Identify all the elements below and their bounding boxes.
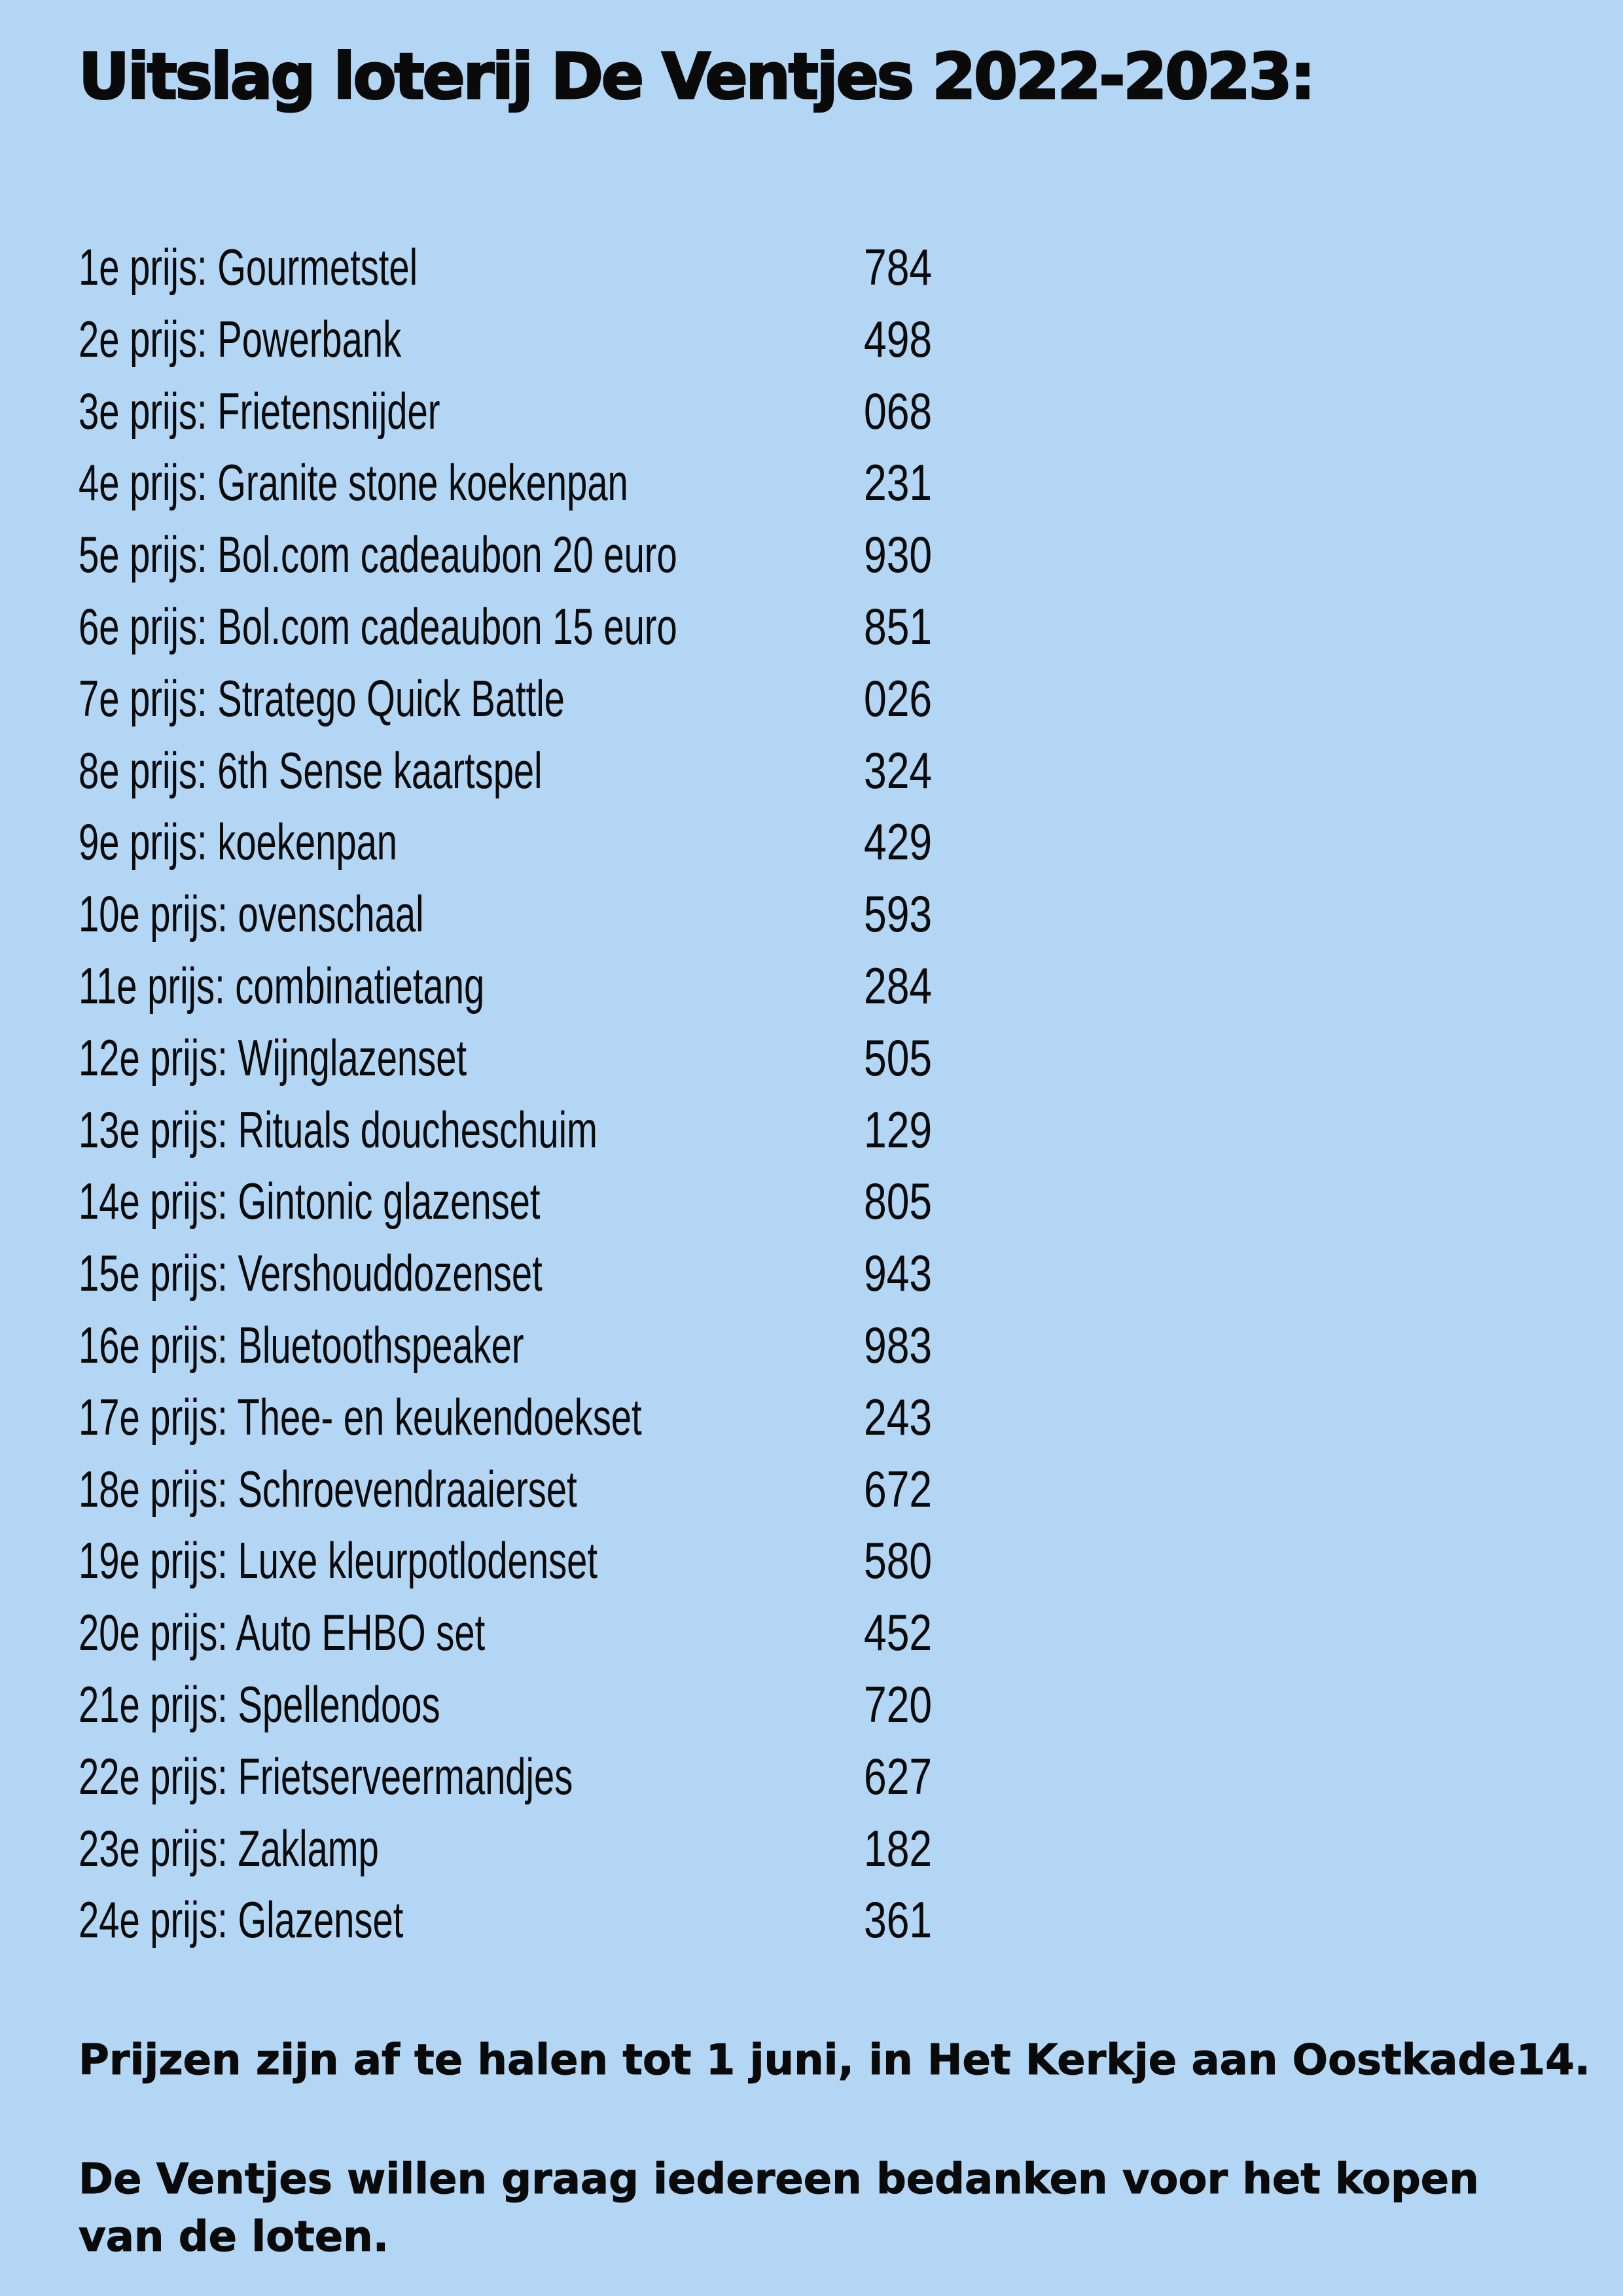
prize-row	[79, 663, 995, 735]
prize-label: 15e prijs: Vershouddozenset	[79, 1244, 543, 1302]
winning-number: 672	[864, 1460, 933, 1518]
prize-label: 20e prijs: Auto EHBO set	[79, 1604, 486, 1662]
winning-number: 429	[864, 813, 933, 871]
prize-row	[79, 878, 995, 950]
prize-label: 6e prijs: Bol.com cadeaubon 15 euro	[79, 597, 677, 655]
prize-row	[79, 1884, 995, 1956]
winning-number: 243	[864, 1388, 933, 1446]
prize-row	[79, 1238, 995, 1310]
prize-label: 14e prijs: Gintonic glazenset	[79, 1172, 541, 1230]
prize-row	[79, 591, 995, 663]
winning-number: 068	[864, 382, 933, 440]
prize-label: 21e prijs: Spellendoos	[79, 1675, 440, 1733]
prize-label: 9e prijs: koekenpan	[79, 813, 398, 871]
prize-label: 5e prijs: Bol.com cadeaubon 20 euro	[79, 526, 677, 584]
prize-row	[79, 376, 995, 448]
prize-row	[79, 1094, 995, 1166]
prize-row	[79, 1813, 995, 1885]
thank-you-notice: De Ventjes willen graag iedereen bedanken voor het kopen van de loten.	[79, 2155, 1479, 2261]
prize-label: 4e prijs: Granite stone koekenpan	[79, 454, 628, 512]
prize-label: 17e prijs: Thee- en keukendoekset	[79, 1388, 642, 1446]
prize-row	[79, 232, 995, 304]
winning-number: 805	[864, 1172, 933, 1230]
winning-number: 129	[864, 1100, 933, 1158]
winning-number: 930	[864, 526, 933, 584]
prize-row	[79, 735, 995, 807]
prize-row	[79, 1525, 995, 1597]
prize-label: 24e prijs: Glazenset	[79, 1891, 404, 1949]
prize-row	[79, 950, 995, 1022]
winning-number: 231	[864, 454, 933, 512]
prize-label: 12e prijs: Wijnglazenset	[79, 1028, 467, 1086]
winning-number: 851	[864, 597, 933, 655]
winning-number: 580	[864, 1532, 933, 1590]
winning-number: 505	[864, 1028, 933, 1086]
prize-row	[79, 304, 995, 376]
pickup-notice: Prijzen zijn af te halen tot 1 juni, in Het Kerkje aan Oostkade14.	[79, 2036, 1591, 2085]
winning-number: 182	[864, 1819, 933, 1877]
winning-number: 452	[864, 1604, 933, 1662]
winning-number: 498	[864, 310, 933, 368]
prize-row	[79, 1669, 995, 1741]
prize-label: 16e prijs: Bluetoothspeaker	[79, 1316, 524, 1374]
winning-number: 784	[864, 238, 933, 296]
prize-row	[79, 1741, 995, 1813]
winning-number: 361	[864, 1891, 933, 1949]
prize-label: 23e prijs: Zaklamp	[79, 1819, 379, 1877]
prize-label: 13e prijs: Rituals doucheschuim	[79, 1100, 597, 1158]
prize-label: 3e prijs: Frietensnijder	[79, 382, 440, 440]
prize-row	[79, 806, 995, 878]
prize-row	[79, 1454, 995, 1526]
prize-row	[79, 1597, 995, 1669]
prize-label: 8e prijs: 6th Sense kaartspel	[79, 741, 543, 799]
winning-number: 943	[864, 1244, 933, 1302]
prize-row	[79, 1022, 995, 1094]
page-title: Uitslag loterij De Ventjes 2022-2023:	[79, 40, 1313, 113]
prize-list	[79, 232, 995, 1956]
prize-label: 7e prijs: Stratego Quick Battle	[79, 669, 565, 727]
prize-label: 19e prijs: Luxe kleurpotlodenset	[79, 1532, 597, 1590]
winning-number: 284	[864, 956, 933, 1014]
prize-label: 10e prijs: ovenschaal	[79, 885, 424, 943]
winning-number: 324	[864, 741, 933, 799]
winning-number: 720	[864, 1675, 933, 1733]
winning-number: 983	[864, 1316, 933, 1374]
prize-row	[79, 1166, 995, 1238]
prize-label: 2e prijs: Powerbank	[79, 310, 402, 368]
prize-label: 1e prijs: Gourmetstel	[79, 238, 418, 296]
winning-number: 627	[864, 1747, 933, 1805]
prize-row	[79, 1310, 995, 1382]
prize-row	[79, 447, 995, 519]
prize-row	[79, 1382, 995, 1454]
prize-label: 22e prijs: Frietserveermandjes	[79, 1747, 573, 1805]
winning-number: 026	[864, 669, 933, 727]
prize-label: 11e prijs: combinatietang	[79, 956, 485, 1014]
prize-label: 18e prijs: Schroevendraaierset	[79, 1460, 577, 1518]
prize-row	[79, 519, 995, 591]
winning-number: 593	[864, 885, 933, 943]
